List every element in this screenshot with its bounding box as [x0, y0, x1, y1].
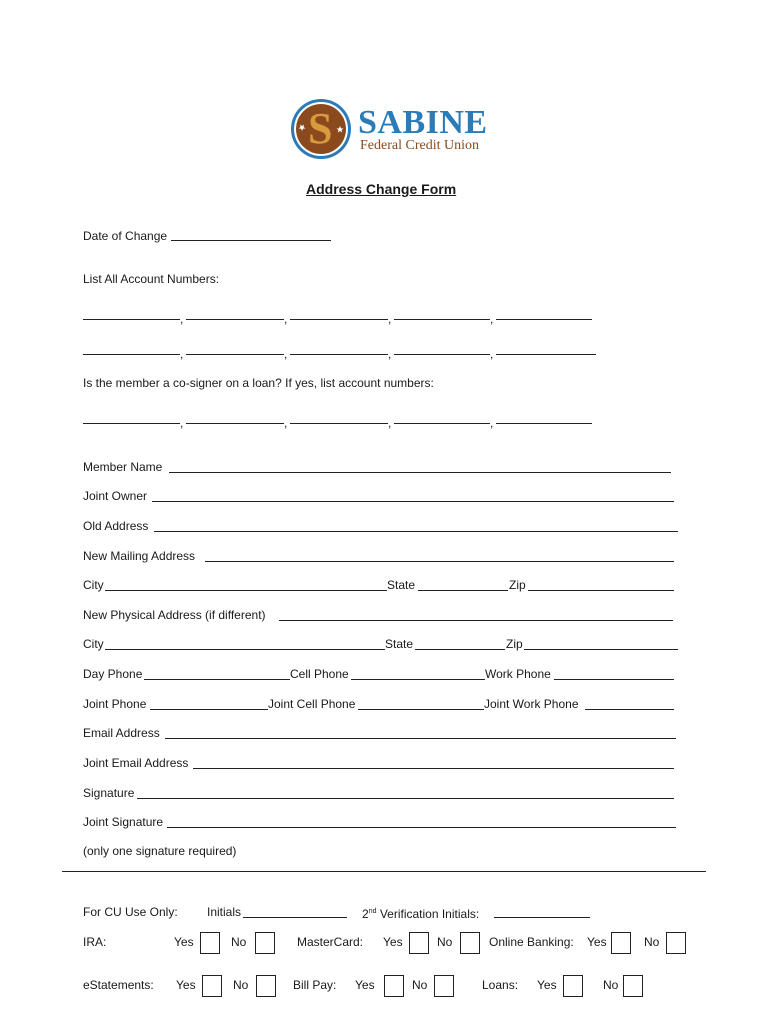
date-of-change-label: Date of Change [83, 229, 168, 243]
bill-pay-yes-checkbox[interactable] [384, 975, 404, 997]
verification-initials-field[interactable] [494, 917, 590, 918]
comma-separator: , [490, 416, 494, 430]
logo-brand-name: SABINE [358, 104, 488, 141]
joint-email-address-field[interactable] [193, 768, 674, 769]
date-of-change-field[interactable] [171, 240, 331, 241]
comma-separator: , [490, 347, 494, 361]
mastercard-no-label: No [437, 935, 453, 949]
cosigner-account-field[interactable] [186, 423, 284, 424]
member-name-label: Member Name [83, 460, 163, 474]
account-number-field[interactable] [83, 354, 180, 355]
mastercard-no-checkbox[interactable] [460, 932, 480, 954]
joint-cell-phone-field[interactable] [358, 709, 484, 710]
comma-separator: , [490, 312, 494, 326]
joint-owner-field[interactable] [152, 501, 674, 502]
estatements-no-label: No [233, 978, 249, 992]
account-number-field[interactable] [83, 319, 180, 320]
signature-label: Signature [83, 786, 135, 800]
logo [290, 98, 490, 162]
joint-email-address-label: Joint Email Address [83, 756, 189, 770]
day-phone-field[interactable] [144, 679, 290, 680]
bill-pay-yes-label: Yes [355, 978, 375, 992]
comma-separator: , [284, 312, 288, 326]
joint-cell-phone-label: Joint Cell Phone [268, 697, 356, 711]
state-field[interactable] [418, 590, 508, 591]
ira-no-label: No [231, 935, 247, 949]
new-physical-address-field[interactable] [279, 620, 673, 621]
loans-no-label: No [603, 978, 619, 992]
bill-pay-no-checkbox[interactable] [434, 975, 454, 997]
cosigner-account-field[interactable] [83, 423, 180, 424]
comma-separator: , [180, 312, 184, 326]
mastercard-label: MasterCard: [297, 935, 364, 949]
cosigner-account-field[interactable] [290, 423, 388, 424]
logo-subtitle: Federal Credit Union [360, 138, 479, 153]
ira-label: IRA: [83, 935, 107, 949]
zip-field[interactable] [528, 590, 674, 591]
cu-use-label: For CU Use Only: [83, 905, 178, 919]
form-title: Address Change Form [306, 181, 457, 197]
state-label: State [385, 637, 414, 651]
state-label: State [387, 578, 416, 592]
ira-no-checkbox[interactable] [255, 932, 275, 954]
cosigner-account-field[interactable] [394, 423, 490, 424]
city-label: City [83, 578, 104, 592]
online-banking-yes-label: Yes [587, 935, 607, 949]
zip-label: Zip [509, 578, 526, 592]
joint-work-phone-field[interactable] [585, 709, 674, 710]
online-banking-no-label: No [644, 935, 660, 949]
comma-separator: , [180, 347, 184, 361]
online-banking-no-checkbox[interactable] [666, 932, 686, 954]
logo-letter: S [308, 104, 333, 153]
ira-yes-checkbox[interactable] [200, 932, 220, 954]
loans-label: Loans: [482, 978, 519, 992]
member-name-field[interactable] [169, 472, 671, 473]
comma-separator: , [388, 416, 392, 430]
work-phone-field[interactable] [554, 679, 674, 680]
comma-separator: , [388, 347, 392, 361]
city-label: City [83, 637, 104, 651]
city-field[interactable] [105, 590, 387, 591]
loans-no-checkbox[interactable] [623, 975, 643, 997]
mastercard-yes-checkbox[interactable] [409, 932, 429, 954]
new-physical-address-label: New Physical Address (if different) [83, 608, 266, 622]
work-phone-label: Work Phone [485, 667, 551, 681]
online-banking-label: Online Banking: [489, 935, 574, 949]
mastercard-yes-label: Yes [383, 935, 403, 949]
new-mailing-address-label: New Mailing Address [83, 549, 196, 563]
email-address-field[interactable] [165, 738, 676, 739]
loans-yes-label: Yes [537, 978, 557, 992]
account-number-field[interactable] [290, 354, 388, 355]
comma-separator: , [388, 312, 392, 326]
account-numbers-label: List All Account Numbers: [83, 272, 220, 286]
section-divider [62, 871, 706, 872]
joint-signature-field[interactable] [167, 827, 676, 828]
comma-separator: , [284, 416, 288, 430]
signature-field[interactable] [137, 798, 674, 799]
bill-pay-no-label: No [412, 978, 428, 992]
cell-phone-label: Cell Phone [290, 667, 349, 681]
estatements-label: eStatements: [83, 978, 154, 992]
signature-note: (only one signature required) [83, 844, 237, 858]
account-number-field[interactable] [496, 354, 596, 355]
zip-label: Zip [506, 637, 523, 651]
account-number-field[interactable] [394, 319, 490, 320]
city-field[interactable] [105, 649, 385, 650]
verification-initials-label: 2nd Verification Initials: [362, 907, 480, 921]
joint-phone-field[interactable] [150, 709, 268, 710]
comma-separator: , [284, 347, 288, 361]
bill-pay-label: Bill Pay: [293, 978, 337, 992]
estatements-no-checkbox[interactable] [256, 975, 276, 997]
comma-separator: , [180, 416, 184, 430]
joint-signature-label: Joint Signature [83, 815, 164, 829]
joint-owner-label: Joint Owner [83, 489, 148, 503]
loans-yes-checkbox[interactable] [563, 975, 583, 997]
day-phone-label: Day Phone [83, 667, 143, 681]
estatements-yes-label: Yes [176, 978, 196, 992]
account-number-field[interactable] [186, 354, 284, 355]
account-number-field[interactable] [496, 319, 592, 320]
ira-yes-label: Yes [174, 935, 194, 949]
account-number-field[interactable] [290, 319, 388, 320]
new-mailing-address-field[interactable] [205, 561, 674, 562]
cosigner-account-field[interactable] [496, 423, 592, 424]
cosigner-question: Is the member a co-signer on a loan? If yes, list account numbers: [83, 376, 434, 390]
state-field[interactable] [415, 649, 505, 650]
email-address-label: Email Address [83, 726, 160, 740]
joint-work-phone-label: Joint Work Phone [484, 697, 579, 711]
estatements-yes-checkbox[interactable] [202, 975, 222, 997]
account-number-field[interactable] [394, 354, 490, 355]
online-banking-yes-checkbox[interactable] [611, 932, 631, 954]
joint-phone-label: Joint Phone [83, 697, 147, 711]
zip-field[interactable] [524, 649, 678, 650]
account-number-field[interactable] [186, 319, 284, 320]
initials-field[interactable] [243, 917, 347, 918]
cell-phone-field[interactable] [351, 679, 485, 680]
old-address-label: Old Address [83, 519, 149, 533]
old-address-field[interactable] [154, 531, 678, 532]
initials-label: Initials [207, 905, 242, 919]
